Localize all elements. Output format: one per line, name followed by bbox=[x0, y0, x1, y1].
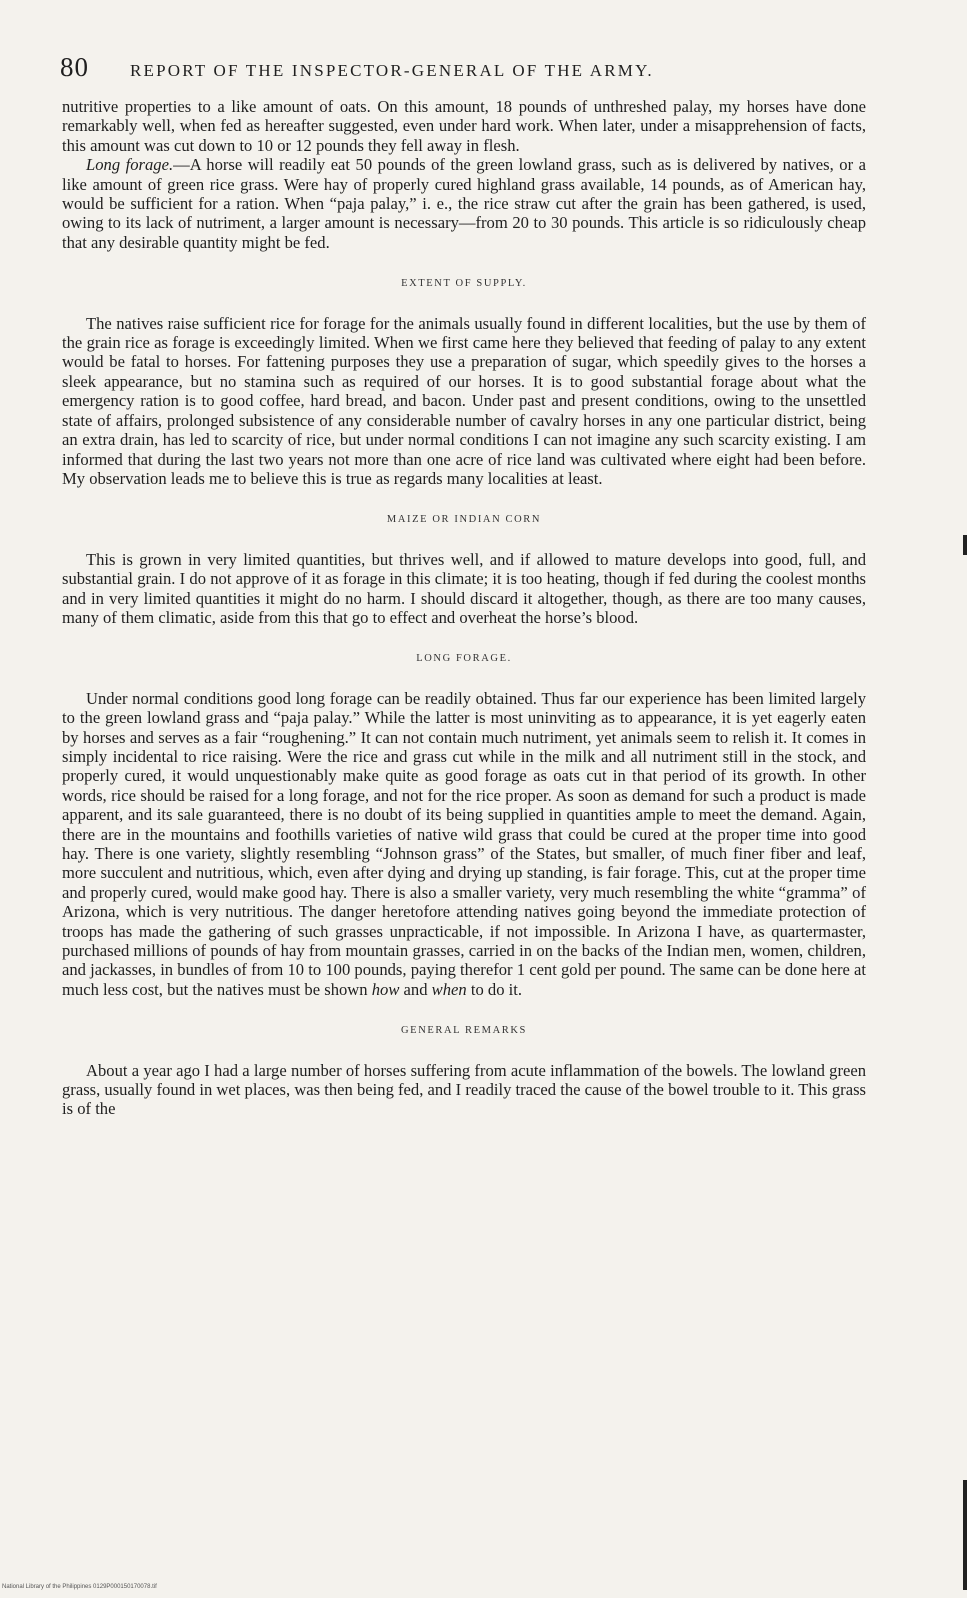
paragraph-5-and: and bbox=[399, 979, 432, 999]
paragraph-5 bbox=[62, 689, 866, 1000]
edge-mark bbox=[963, 1480, 967, 1590]
paragraph-5-end: to do it. bbox=[466, 979, 523, 999]
paragraph-2 bbox=[62, 155, 866, 252]
section-heading-general-remarks: GENERAL REMARKS bbox=[401, 1025, 527, 1037]
paragraph-6: About a year ago I had a large number of horses suffering from acute inflammation of the bowels. The lowland green grass, usually found in wet places, was then being fed, and I readily traced the cause of the bowel trouble to it. This grass is of the bbox=[62, 1060, 866, 1119]
paragraph-3: The natives raise sufficient rice for forage for the animals usually found in different localities, but the use by them of the grain rice as forage is exceedingly limited. When we first came here they believed that feeding of palay to any extent would be fatal to horses. For fattening purposes they use a preparation of sugar, which speedily gives to the horses a sleek appearance, but no stamina such as required of our horses. It is to good substantial forage about what the emergency ration is to good coffee, hard bread, and bacon. Under past and present conditions, owing to the unsettled state of affairs, prolonged subsistence of any considerable number of cavalry horses in any one particular district, being an extra drain, has led to scarcity of rice, but under normal conditions I can not imagine any such scarcity existing. I am informed that during the last two years not more than one acre of rice land was cultivated where eight had been before. My observation leads me to believe this is true as regards many localities at least. bbox=[62, 313, 866, 488]
paragraph-5-text: Under normal conditions good long forage can be readily obtained. Thus far our experience has been limited largely to the green lowland grass and “paja palay.” While the latter is most uninviting as to appearance, it is yet eagerly eaten by horses and serves as a fair “roughening.” It can not contain much nutriment, yet animals seem to relish it. It comes in simply incidental to rice raising. Were the rice and grass cut while in the milk and all nutriment still in the stock, and properly cured, it would unquestionably make quite as good forage as oats cut in that period of its growth. In other words, rice should be raised for a long forage, and not for the rice proper. As soon as demand for such a product is made apparent, and its sale guaranteed, there is no doubt of its being supplied in quantities ample to meet the demand. Again, there are in the mountains and foothills varieties of native wild grass that could be cured at the proper time into good hay. There is one variety, slightly resembling “Johnson grass” of the States, but smaller, of much finer fiber and leaf, more succulent and nutritious, which, even after dying and drying up standing, is fair forage. This, cut at the proper time and properly cured, would make good hay. There is also a smaller variety, very much resembling the white “gramma” of Arizona, which is very nutritious. The danger heretofore attending natives going beyond the immediate protection of troops has made the gathering of such grasses unpracticable, if not impossible. In Arizona I have, as quartermaster, purchased millions of pounds of hay from mountain grasses, carried in on the backs of the Indian men, women, children, and jackasses, in bundles of from 10 to 100 pounds, paying therefor 1 cent gold per pound. The same can be done here at much less cost, but the natives must be shown bbox=[62, 688, 866, 999]
page-number: 80 bbox=[60, 52, 89, 82]
section-heading-maize: MAIZE OR INDIAN CORN bbox=[386, 514, 542, 526]
paragraph-4: This is grown in very limited quantities, but thrives well, and if allowed to mature develops into good, full, and substantial grain. I do not approve of it as forage in this climate; it is too heating, though if fed during the coolest months and in very limited quantities it might do no harm. I should discard it altogether, though, as there are too many causes, many of them climatic, aside from this that go to effect and overheat the horse’s blood. bbox=[62, 549, 866, 627]
section-heading-extent-of-supply: EXTENT OF SUPPLY. bbox=[401, 278, 527, 290]
paragraph-2-label: Long forage. bbox=[86, 155, 174, 175]
section-heading-long-forage: LONG FORAGE. bbox=[416, 653, 512, 665]
page-header bbox=[60, 52, 850, 83]
paragraph-2-text: —A horse will readily eat 50 pounds of the green lowland grass, such as is delivered by natives, or a like amount of green rice grass. Were hay of properly cured highland grass available, 14 pounds, as of American hay, would be sufficient for a ration. When “paja palay,” i. e., the rice straw cut after the grain has been gathered, is used, owing to its lack of nutriment, a larger amount is necessary—from 20 to 30 pounds. This article is so ridiculously cheap that any desirable quantity might be fed. bbox=[62, 155, 867, 252]
running-head: REPORT OF THE INSPECTOR-GENERAL OF THE ARMY. bbox=[130, 61, 654, 80]
paragraph-5-how: how bbox=[371, 979, 400, 999]
paragraph-5-when: when bbox=[431, 979, 467, 999]
scan-footer-note: National Library of the Philippines 0129P000150170078.tif bbox=[2, 1584, 157, 1590]
body-text bbox=[62, 97, 866, 1119]
paragraph-1: nutritive properties to a like amount of oats. On this amount, 18 pounds of unthreshed palay, my horses have done remarkably well, when fed as hereafter suggested, even under hard work. When later, under a misapprehension of facts, this amount was cut down to 10 or 12 pounds they fell away in flesh. bbox=[62, 97, 866, 155]
edge-mark bbox=[963, 535, 967, 555]
